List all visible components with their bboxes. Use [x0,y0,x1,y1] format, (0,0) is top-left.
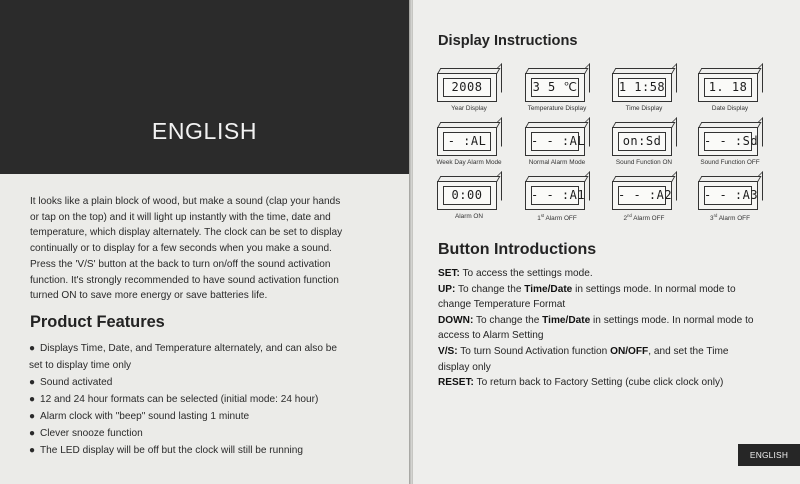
key-label: DOWN: [438,314,474,326]
set-description [438,266,798,282]
display-caption: Time Display [625,105,663,112]
intro-line: continually or to display for a few seconds when you make a sound. [30,243,332,255]
display-item [423,176,515,220]
display-caption: Normal Alarm Mode [528,159,586,166]
bullet-icon: ● [29,394,36,405]
desc-text: To change the [455,283,525,295]
clock-screen-text: - - :A2 [618,188,673,202]
list-item [29,340,391,357]
clock-screen-text: - - :Sd [704,134,759,148]
desc-text: To access the settings mode. [459,268,593,279]
clock-screen-text: - - :A3 [704,188,759,202]
intro-line: Press the 'V/S' button at the back to turn on/off the sound activation [30,258,331,270]
feature-text: Displays Time, Date, and Temperature alternately, and can also be [40,343,337,354]
title-banner [0,0,409,174]
key-label: RESET: [438,377,474,389]
display-item [684,176,776,222]
section-title: ENGLISH [151,118,258,144]
up-description [438,282,798,298]
bullet-icon: ● [29,343,36,354]
right-page [413,0,800,484]
clock-icon [437,176,501,210]
display-item [598,176,690,222]
caption-number: 3 [710,215,714,222]
features-heading: Product Features [30,313,165,331]
list-item [29,408,391,425]
display-caption [598,213,690,222]
list-item [29,442,391,459]
display-item [598,122,690,166]
list-item [29,374,391,391]
desc-text: To change the [473,314,543,326]
intro-line: turned ON to save more energy or save batteries life. [30,290,268,302]
bullet-icon: ● [29,428,36,439]
clock-screen-text: 1. 18 [708,80,748,94]
list-item [29,425,391,442]
clock-screen-text: 2008 [451,80,483,94]
clock-screen-text: on:Sd [622,134,662,148]
list-item [29,391,391,408]
desc-text: To return back to Factory Setting (cube click clock only) [473,377,724,389]
clock-screen-text: 0:00 [451,188,483,202]
caption-number: 1 [537,215,541,222]
display-heading: Display Instructions [438,33,578,49]
clock-icon [698,68,762,102]
display-caption: Temperature Display [527,105,587,112]
clock-icon [612,68,676,102]
button-descriptions [438,266,798,391]
display-caption: Alarm ON [454,213,484,220]
clock-icon [525,176,589,210]
display-item [684,68,776,112]
intro-line: It looks like a plain block of wood, but make a sound (clap your hands [30,196,341,207]
clock-icon [525,68,589,102]
bullet-icon: ● [29,377,36,388]
desc-text: , and set the Time [648,345,729,357]
display-item [423,122,515,166]
clock-icon [612,122,676,156]
feature-text: 12 and 24 hour formats can be selected (initial mode: 24 hour) [40,394,319,405]
display-caption: Sound Function OFF [700,159,760,166]
reset-description [438,375,798,391]
feature-text: The LED display will be off but the clock will still be running [40,445,303,456]
desc-emphasis: Time/Date [524,283,573,295]
display-caption: Date Display [711,105,749,112]
caption-text: Alarm OFF [717,215,750,222]
clock-icon [698,176,762,210]
feature-text: Clever snooze function [40,428,143,439]
clock-icon [437,122,501,156]
down-description-cont: access to Alarm Setting [438,330,544,342]
intro-paragraph [30,194,390,304]
display-item [511,176,603,222]
down-description [438,313,798,329]
clock-screen-text: - :AL [447,134,487,148]
clock-icon [698,122,762,156]
clock-screen-text: - - :A1 [531,188,586,202]
desc-text: To turn Sound Activation function [457,345,611,357]
vs-description [438,344,798,360]
clock-icon [612,176,676,210]
list-item-continuation [29,357,391,374]
display-caption: Sound Function ON [615,159,673,166]
key-label: SET: [438,268,460,279]
caption-ordinal: st [540,213,545,218]
key-label: V/S: [438,345,458,357]
caption-text: Alarm OFF [544,215,577,222]
vs-description-cont: display only [438,361,491,373]
caption-ordinal: nd [627,213,632,218]
desc-text: in settings mode. In normal mode to [590,314,754,326]
display-item [598,68,690,112]
display-item [511,122,603,166]
display-caption [511,213,603,222]
caption-number: 2 [623,215,628,222]
display-caption [684,213,776,222]
clock-screen-text: - - :AL [531,134,586,148]
clock-icon [437,68,501,102]
desc-emphasis: Time/Date [542,314,591,326]
features-list [29,340,391,459]
bullet-icon: ● [29,411,36,422]
up-description-cont: change Temperature Format [438,299,566,311]
display-item [684,122,776,166]
feature-text: set to display time only [29,360,132,371]
key-label: UP: [438,283,456,295]
caption-text: Alarm OFF [631,215,665,222]
display-grid [436,64,781,224]
intro-line: temperature, which display alternately. The clock can be set to display [30,227,343,239]
clock-icon [525,122,589,156]
display-caption: Year Display [451,105,487,112]
feature-text: Alarm clock with "beep" sound lasting 1 minute [40,411,250,422]
bullet-icon: ● [29,445,36,456]
display-item [511,68,603,112]
clock-screen-text: 3 5 ℃ [532,80,578,94]
display-caption: Week Day Alarm Mode [436,159,502,166]
desc-emphasis: ON/OFF [610,345,649,357]
language-tab: ENGLISH [738,444,800,466]
display-item [423,68,515,112]
buttons-heading: Button Introductions [438,241,597,258]
intro-line: or tap on the top) and it will light up instantly with the time, date and [30,211,331,223]
intro-line: function. It's strongly recommended to have sound activation function [30,274,339,286]
desc-text: in settings mode. In normal mode to [572,283,736,295]
clock-screen-text: 1 1:58 [618,80,666,94]
caption-ordinal: rd [713,213,718,218]
feature-text: Sound activated [40,377,113,388]
